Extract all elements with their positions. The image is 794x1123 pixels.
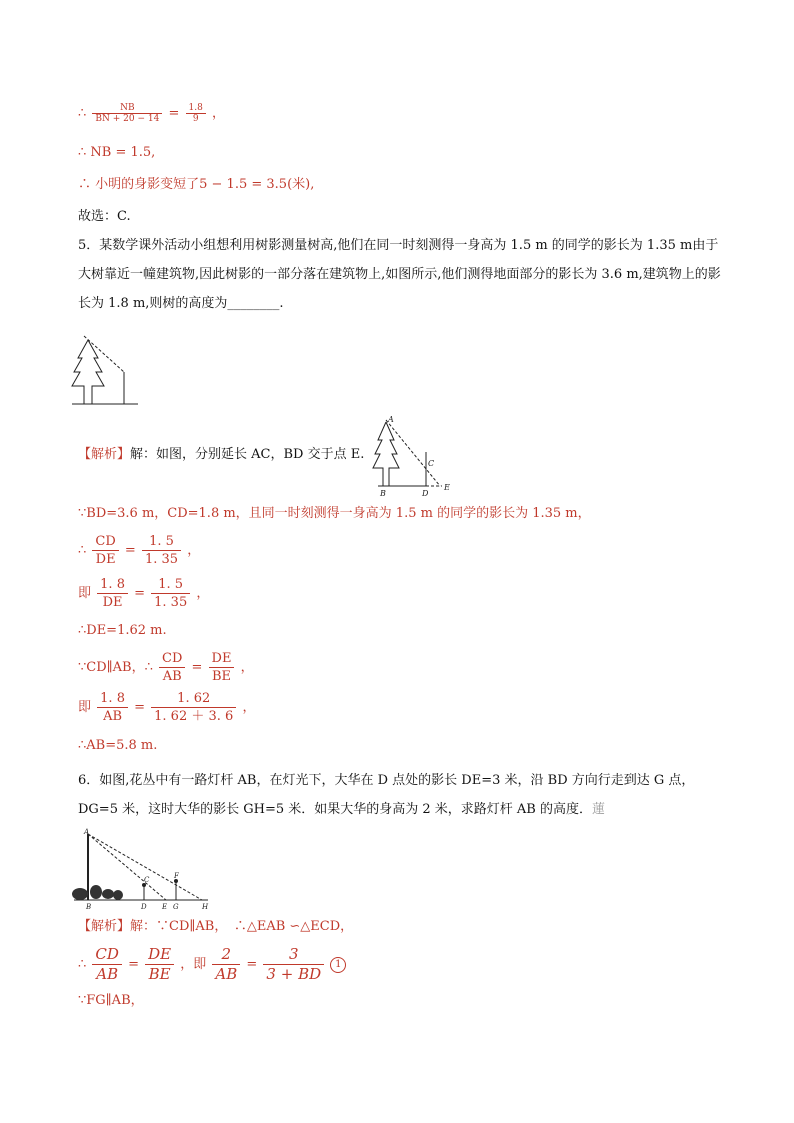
figure-q6 [70, 828, 220, 912]
q6-label-e: E [162, 903, 168, 911]
label-d: D [422, 489, 429, 498]
solution-tag: 【解析】 [78, 919, 131, 934]
solution-5-intro: 【解析】解：如图，分别延长 AC，BD 交于点 E. [78, 447, 365, 462]
q6-label-h: H [202, 903, 209, 911]
figure-q5-problem [70, 332, 142, 408]
q6-label-g: G [173, 903, 179, 911]
solution-5-eq-4: 即 $\frac{1. 8}{AB}$ = $\frac{1. 62}{1. 62 + 3. 6}$ ， [78, 691, 256, 724]
circled-number: 1 [330, 957, 346, 973]
q6-label-f: F [174, 872, 179, 880]
solution-5-eq-1: ∴ $\frac{CD}{DE}$ = $\frac{1. 5}{1. 35}$ ， [78, 534, 201, 567]
label-c: C [428, 459, 435, 468]
fraction-ratio: $\frac{1.8}{9}$ [186, 103, 206, 124]
eq-line-1: ∴ $\frac{NB}{BN + 20 - 14}$ = $\frac{1.8}{9}$ ， [78, 103, 226, 124]
solution-tag: 【解析】 [78, 447, 131, 462]
solution-6-last: ∵FG∥AB， [78, 993, 144, 1008]
solution-5-de: ∴DE=1.62 m. [78, 623, 167, 638]
q6-label-d: D [141, 903, 147, 911]
solution-5-ab: ∴AB=5.8 m. [78, 738, 158, 753]
q6-label-b: B [86, 903, 92, 911]
q6-label-c: C [144, 876, 150, 884]
question-6: 6．如图,花丛中有一路灯杆 AB，在灯光下，大华在 D 点处的影长 DE=3 米，沿 BD 方向行走到达 G 点，DG=5 米，这时大华的影长 GH=5 米．如果大华的身高为 2 米，求路灯杆 AB 的高度．蓮 [78, 773, 695, 817]
question-5: 5．某数学课外活动小组想利用树影测量树高,他们在同一时刻测得一身高为 1.5 m 的同学的影长为 1.35 m由于大树靠近一幢建筑物,因此树影的一部分落在建筑物上,如图所示,他们测得地面部分的影长为 3.6 m,建筑物上的影长为 1.8 m,则树的高度为________. [78, 238, 721, 311]
eq-line-2: ∴ NB = 1.5, [78, 145, 156, 160]
therefore-symbol: ∴ [78, 106, 87, 121]
answer-line: 故选：C. [78, 209, 131, 224]
q6-label-a: A [84, 828, 90, 836]
label-a: A [388, 415, 394, 424]
fraction-nb: $\frac{NB}{BN + 20 - 14}$ [92, 103, 162, 124]
label-b: B [380, 489, 386, 498]
solution-5-given: ∵BD=3.6 m，CD=1.8 m，且同一时刻测得一身高为 1.5 m 的同学的影长为 1.35 m， [78, 506, 591, 521]
solution-5-eq-2: 即 $\frac{1. 8}{DE}$ = $\frac{1. 5}{1. 35}$ ， [78, 577, 210, 610]
eq-line-3: ∴ 小明的身影变短了5 − 1.5 = 3.5(米), [78, 177, 315, 192]
solution-5-eq-3: ∵CD∥AB，∴ $\frac{CD}{AB}$ = $\frac{DE}{BE}$ ， [78, 651, 254, 684]
solution-6-intro: 【解析】解：∵CD∥AB， ∴△EAB ∽△ECD， [78, 919, 354, 934]
label-e: E [444, 483, 450, 492]
figure-q5-solution [368, 412, 458, 500]
solution-6-eq-1: ∴ $\frac{CD}{AB}$ = $\frac{DE}{BE}$ ，即 $\frac{2}{AB}$ = $\frac{3}{3 + BD}$ 1 [78, 945, 346, 984]
